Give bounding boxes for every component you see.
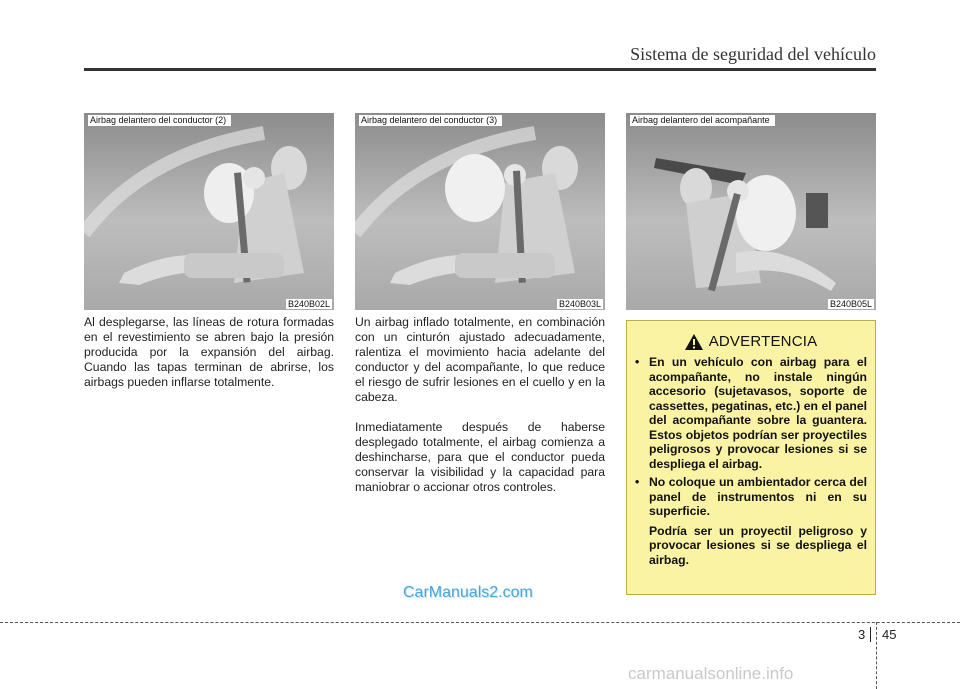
- figure-code: B240B05L: [829, 299, 872, 309]
- column-2-text: [355, 315, 605, 495]
- warning-item-text: En un vehículo con airbag para el acompañante, no instale ningún accesorio (sujetavasos, soporte de cassettes, pegatinas, etc.) en el panel del acompañante sobre la guantera. Estos objetos podrían ser proyectiles peligrosos y provocar lesiones si se despliega el airbag.: [649, 355, 867, 471]
- page-number: 45: [882, 627, 897, 642]
- warning-title: ADVERTENCIA: [708, 333, 818, 350]
- warning-item-text: No coloque un ambientador cerca del panel de instrumentos ni en su superficie.: [649, 475, 867, 518]
- site-footer-link[interactable]: carmanualsonline.info: [628, 664, 794, 683]
- footer-vertical-rule: [876, 622, 877, 689]
- figure-illustration-driver-3: [355, 113, 605, 310]
- figure-caption: Airbag delantero del acompañante: [630, 115, 775, 126]
- paragraph: Inmediatamente después de haberse desplegado totalmente, el airbag comienza a deshincharse, para que el conductor pueda conservar la visibilidad y la capacidad para maniobrar o accionar otros controles.: [355, 420, 605, 494]
- figure-driver-airbag-2: [84, 113, 334, 310]
- paragraph: Al desplegarse, las líneas de rotura formadas en el revestimiento se abren bajo la presión producida por la expansión del airbag. Cuando las tapas terminan de abrirse, los airbags pueden inflarse totalmente.: [84, 315, 334, 389]
- page-header-title: Sistema de seguridad del vehículo: [630, 44, 876, 64]
- figure-caption: Airbag delantero del conductor (3): [359, 115, 502, 126]
- figure-caption: Airbag delantero del conductor (2): [88, 115, 231, 126]
- warning-item-extra: Podría ser un proyectil peligroso y provocar lesiones si se despliega el airbag.: [649, 523, 867, 567]
- warning-header: [635, 333, 867, 350]
- figure-code: B240B02L: [287, 299, 330, 309]
- figure-passenger-airbag: [626, 113, 876, 310]
- header-rule: [84, 68, 876, 71]
- column-1-text: [84, 315, 334, 390]
- watermark-link[interactable]: CarManuals2.com: [403, 584, 533, 601]
- footer-rule: [0, 622, 960, 623]
- warning-item: [635, 475, 867, 567]
- page-chapter-number: 3: [858, 627, 866, 642]
- figure-driver-airbag-3: [355, 113, 605, 310]
- warning-item: [635, 355, 867, 471]
- warning-triangle-icon: [685, 334, 703, 350]
- warning-box: [626, 320, 876, 595]
- figure-code: B240B03L: [558, 299, 601, 309]
- warning-list: [635, 355, 867, 567]
- figure-illustration-driver-2: [84, 113, 334, 310]
- figure-illustration-passenger: [626, 113, 876, 310]
- paragraph: Un airbag inflado totalmente, en combinación con un cinturón ajustado adecuadamente, ralentiza el movimiento hacia adelante del conductor y del acompañante, lo que reduce el riesgo de sufrir lesiones en el cuello y en la cabeza.: [355, 315, 605, 404]
- page-number-divider: [870, 627, 871, 642]
